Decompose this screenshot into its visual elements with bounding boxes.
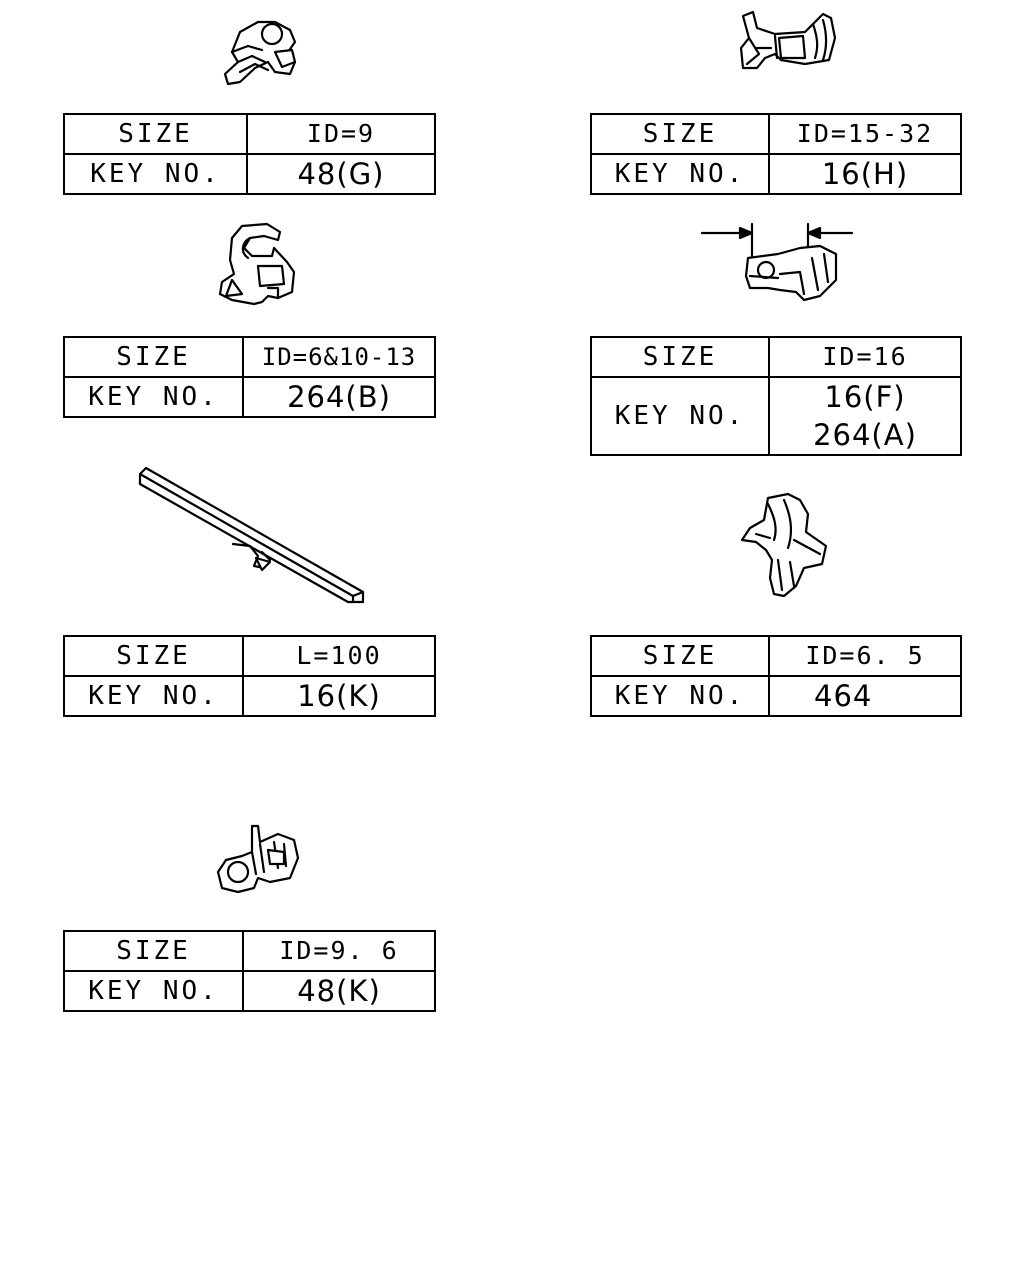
clip-16h-drawing: [735, 8, 840, 73]
key-value: 16(K): [243, 676, 435, 716]
size-value: ID=15-32: [769, 114, 961, 154]
spec-table-464: [590, 635, 962, 717]
key-value: 264(B): [243, 377, 435, 417]
spec-table-48k: [63, 930, 436, 1012]
size-value: ID=9: [247, 114, 435, 154]
key-value: 48(G): [247, 154, 435, 194]
key-label: KEY NO.: [64, 154, 247, 194]
key-label: KEY NO.: [591, 676, 769, 716]
clip-16f-264a-drawing: [700, 218, 860, 308]
key-label: KEY NO.: [64, 676, 243, 716]
size-label: SIZE: [64, 931, 243, 971]
key-value: 464: [769, 676, 961, 716]
size-label: SIZE: [64, 636, 243, 676]
spec-table-16f-264a: [590, 336, 962, 456]
key-label: KEY NO.: [64, 377, 243, 417]
spec-table-16h: [590, 113, 962, 195]
clip-264b-drawing: [212, 218, 302, 308]
key-label: KEY NO.: [591, 377, 769, 455]
size-value: L=100: [243, 636, 435, 676]
size-label: SIZE: [64, 337, 243, 377]
key-value: 264(A): [813, 418, 917, 452]
spec-table-16k: [63, 635, 436, 717]
size-label: SIZE: [64, 114, 247, 154]
strap-16k-drawing: [138, 466, 368, 606]
size-value: ID=16: [769, 337, 961, 377]
spec-table-48g: [63, 113, 436, 195]
size-label: SIZE: [591, 337, 769, 377]
key-label: KEY NO.: [64, 971, 243, 1011]
key-value: 48(K): [243, 971, 435, 1011]
spec-table-264b: [63, 336, 436, 418]
key-value: 16(F): [824, 380, 906, 414]
size-label: SIZE: [591, 114, 769, 154]
size-value: ID=6. 5: [769, 636, 961, 676]
size-value: ID=9. 6: [243, 931, 435, 971]
key-label: KEY NO.: [591, 154, 769, 194]
size-label: SIZE: [591, 636, 769, 676]
clip-464-drawing: [738, 490, 838, 600]
size-value: ID=6&10-13: [243, 337, 435, 377]
clip-48k-drawing: [212, 822, 307, 897]
key-value-list: [769, 377, 961, 455]
clip-48g-drawing: [220, 12, 310, 92]
key-value: 16(H): [769, 154, 961, 194]
